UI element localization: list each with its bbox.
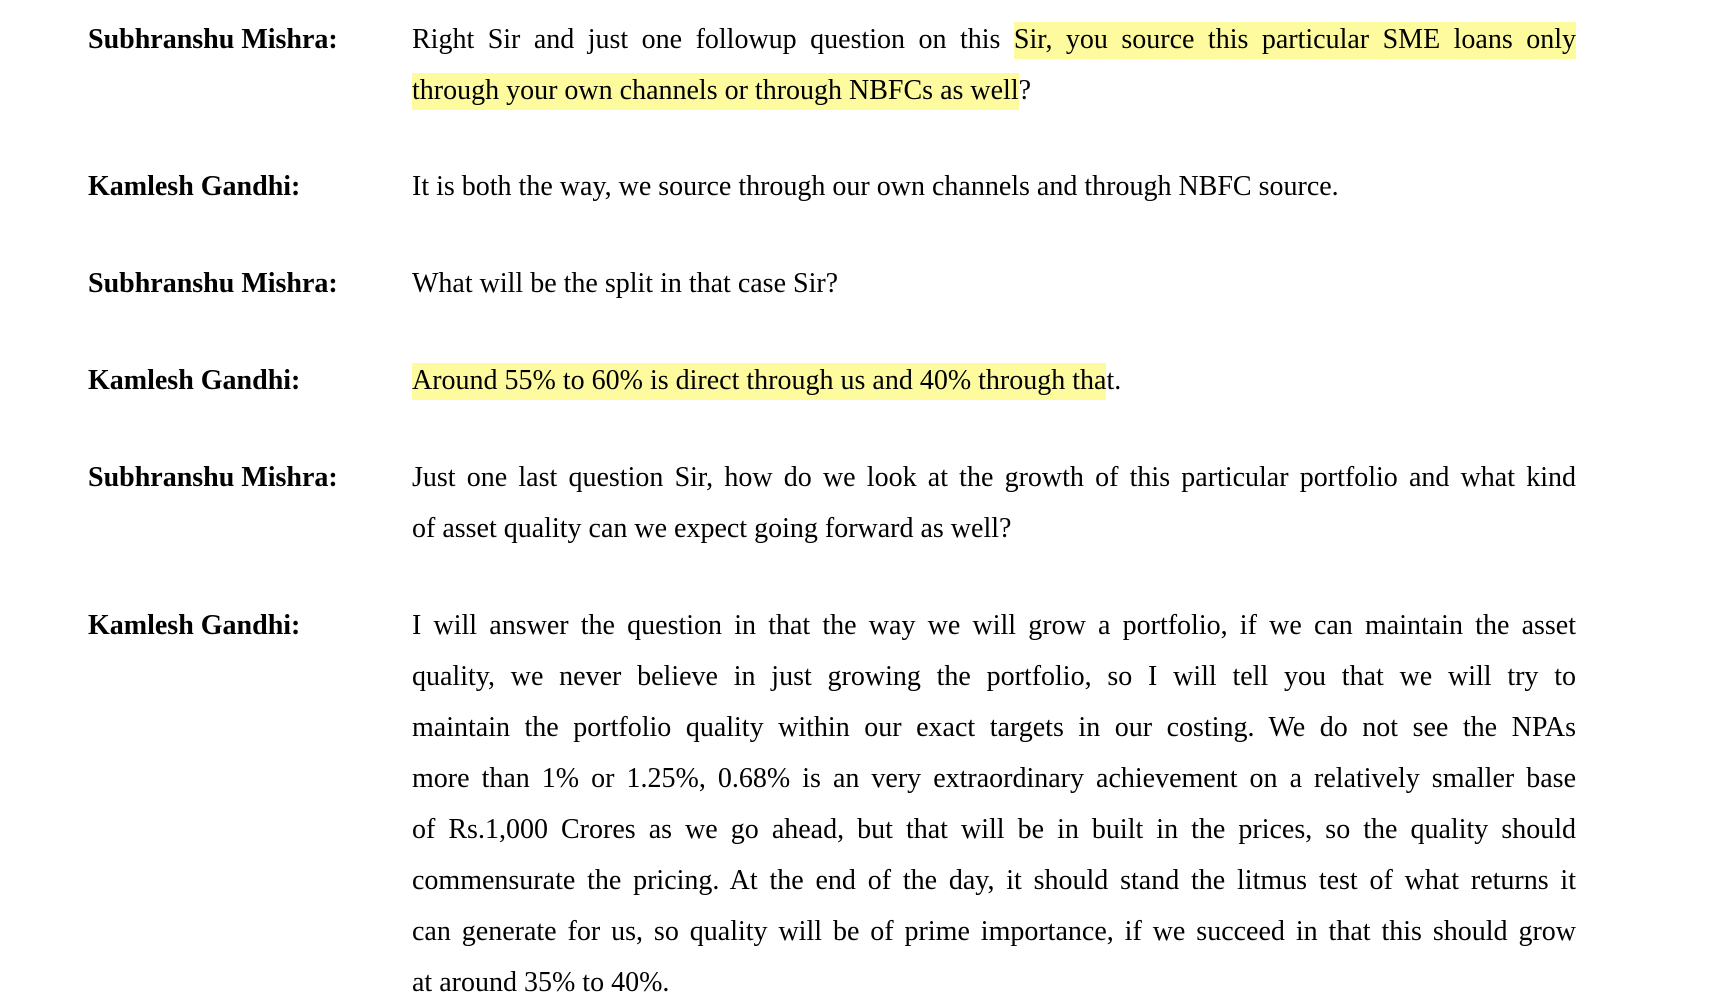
text-segment: It is both the way, we source through our own channels and through NBFC source. — [412, 171, 1339, 202]
text-segment: at around 35% to 40%. — [412, 967, 670, 998]
text-segment: commensurate the pricing. At the end of the day, it should stand the litmus test of what returns it — [412, 865, 1576, 896]
highlighted-text: Around 55% to 60% is direct through us and 40% through tha — [412, 363, 1106, 400]
text-segment: t. — [1106, 365, 1122, 396]
speech-line — [412, 14, 1576, 65]
speech-text — [412, 600, 1576, 1008]
speech-line — [412, 906, 1576, 957]
text-segment: I will answer the question in that the way we will grow a portfolio, if we can maintain the asset — [412, 610, 1576, 641]
speaker-name: Kamlesh Gandhi: — [88, 171, 301, 202]
speech-line — [412, 452, 1576, 503]
speech-text — [412, 355, 1576, 406]
text-segment: Just one last question Sir, how do we look at the growth of this particular portfolio and what kind — [412, 462, 1576, 493]
speech-text — [412, 161, 1576, 212]
speech-line — [412, 804, 1576, 855]
speech-text — [412, 258, 1576, 309]
text-segment: of asset quality can we expect going forward as well? — [412, 513, 1012, 544]
speech-text — [412, 452, 1576, 554]
speech-line — [412, 753, 1576, 804]
text-segment: quality, we never believe in just growing the portfolio, so I will tell you that we will try to — [412, 661, 1576, 692]
speech-line — [412, 355, 1576, 406]
text-segment: Right Sir and just one followup question on this — [412, 24, 1014, 55]
speaker-name: Subhranshu Mishra: — [88, 462, 338, 493]
highlighted-text: through your own channels or through NBFCs as well — [412, 73, 1019, 110]
speech-line — [412, 855, 1576, 906]
text-segment: ? — [1018, 75, 1032, 106]
speaker-name: Kamlesh Gandhi: — [88, 365, 301, 396]
speech-line — [412, 65, 1576, 116]
speech-line — [412, 503, 1576, 554]
speech-line — [412, 600, 1576, 651]
text-segment: maintain the portfolio quality within our exact targets in our costing. We do not see the NPAs — [412, 712, 1576, 743]
text-segment: can generate for us, so quality will be of prime importance, if we succeed in that this should grow — [412, 916, 1576, 947]
speech-line — [412, 161, 1576, 212]
speech-text — [412, 14, 1576, 116]
highlighted-text: Sir, you source this particular SME loans only — [1014, 22, 1576, 59]
speech-line — [412, 702, 1576, 753]
speech-line — [412, 651, 1576, 702]
text-segment: What will be the split in that case Sir? — [412, 268, 839, 299]
text-segment: more than 1% or 1.25%, 0.68% is an very extraordinary achievement on a relatively smaller base — [412, 763, 1576, 794]
speaker-name: Kamlesh Gandhi: — [88, 610, 301, 641]
speech-line — [412, 957, 1576, 1008]
speech-line — [412, 258, 1576, 309]
speaker-name: Subhranshu Mishra: — [88, 24, 338, 55]
text-segment: of Rs.1,000 Crores as we go ahead, but that will be in built in the prices, so the quality should — [412, 814, 1576, 845]
speaker-name: Subhranshu Mishra: — [88, 268, 338, 299]
